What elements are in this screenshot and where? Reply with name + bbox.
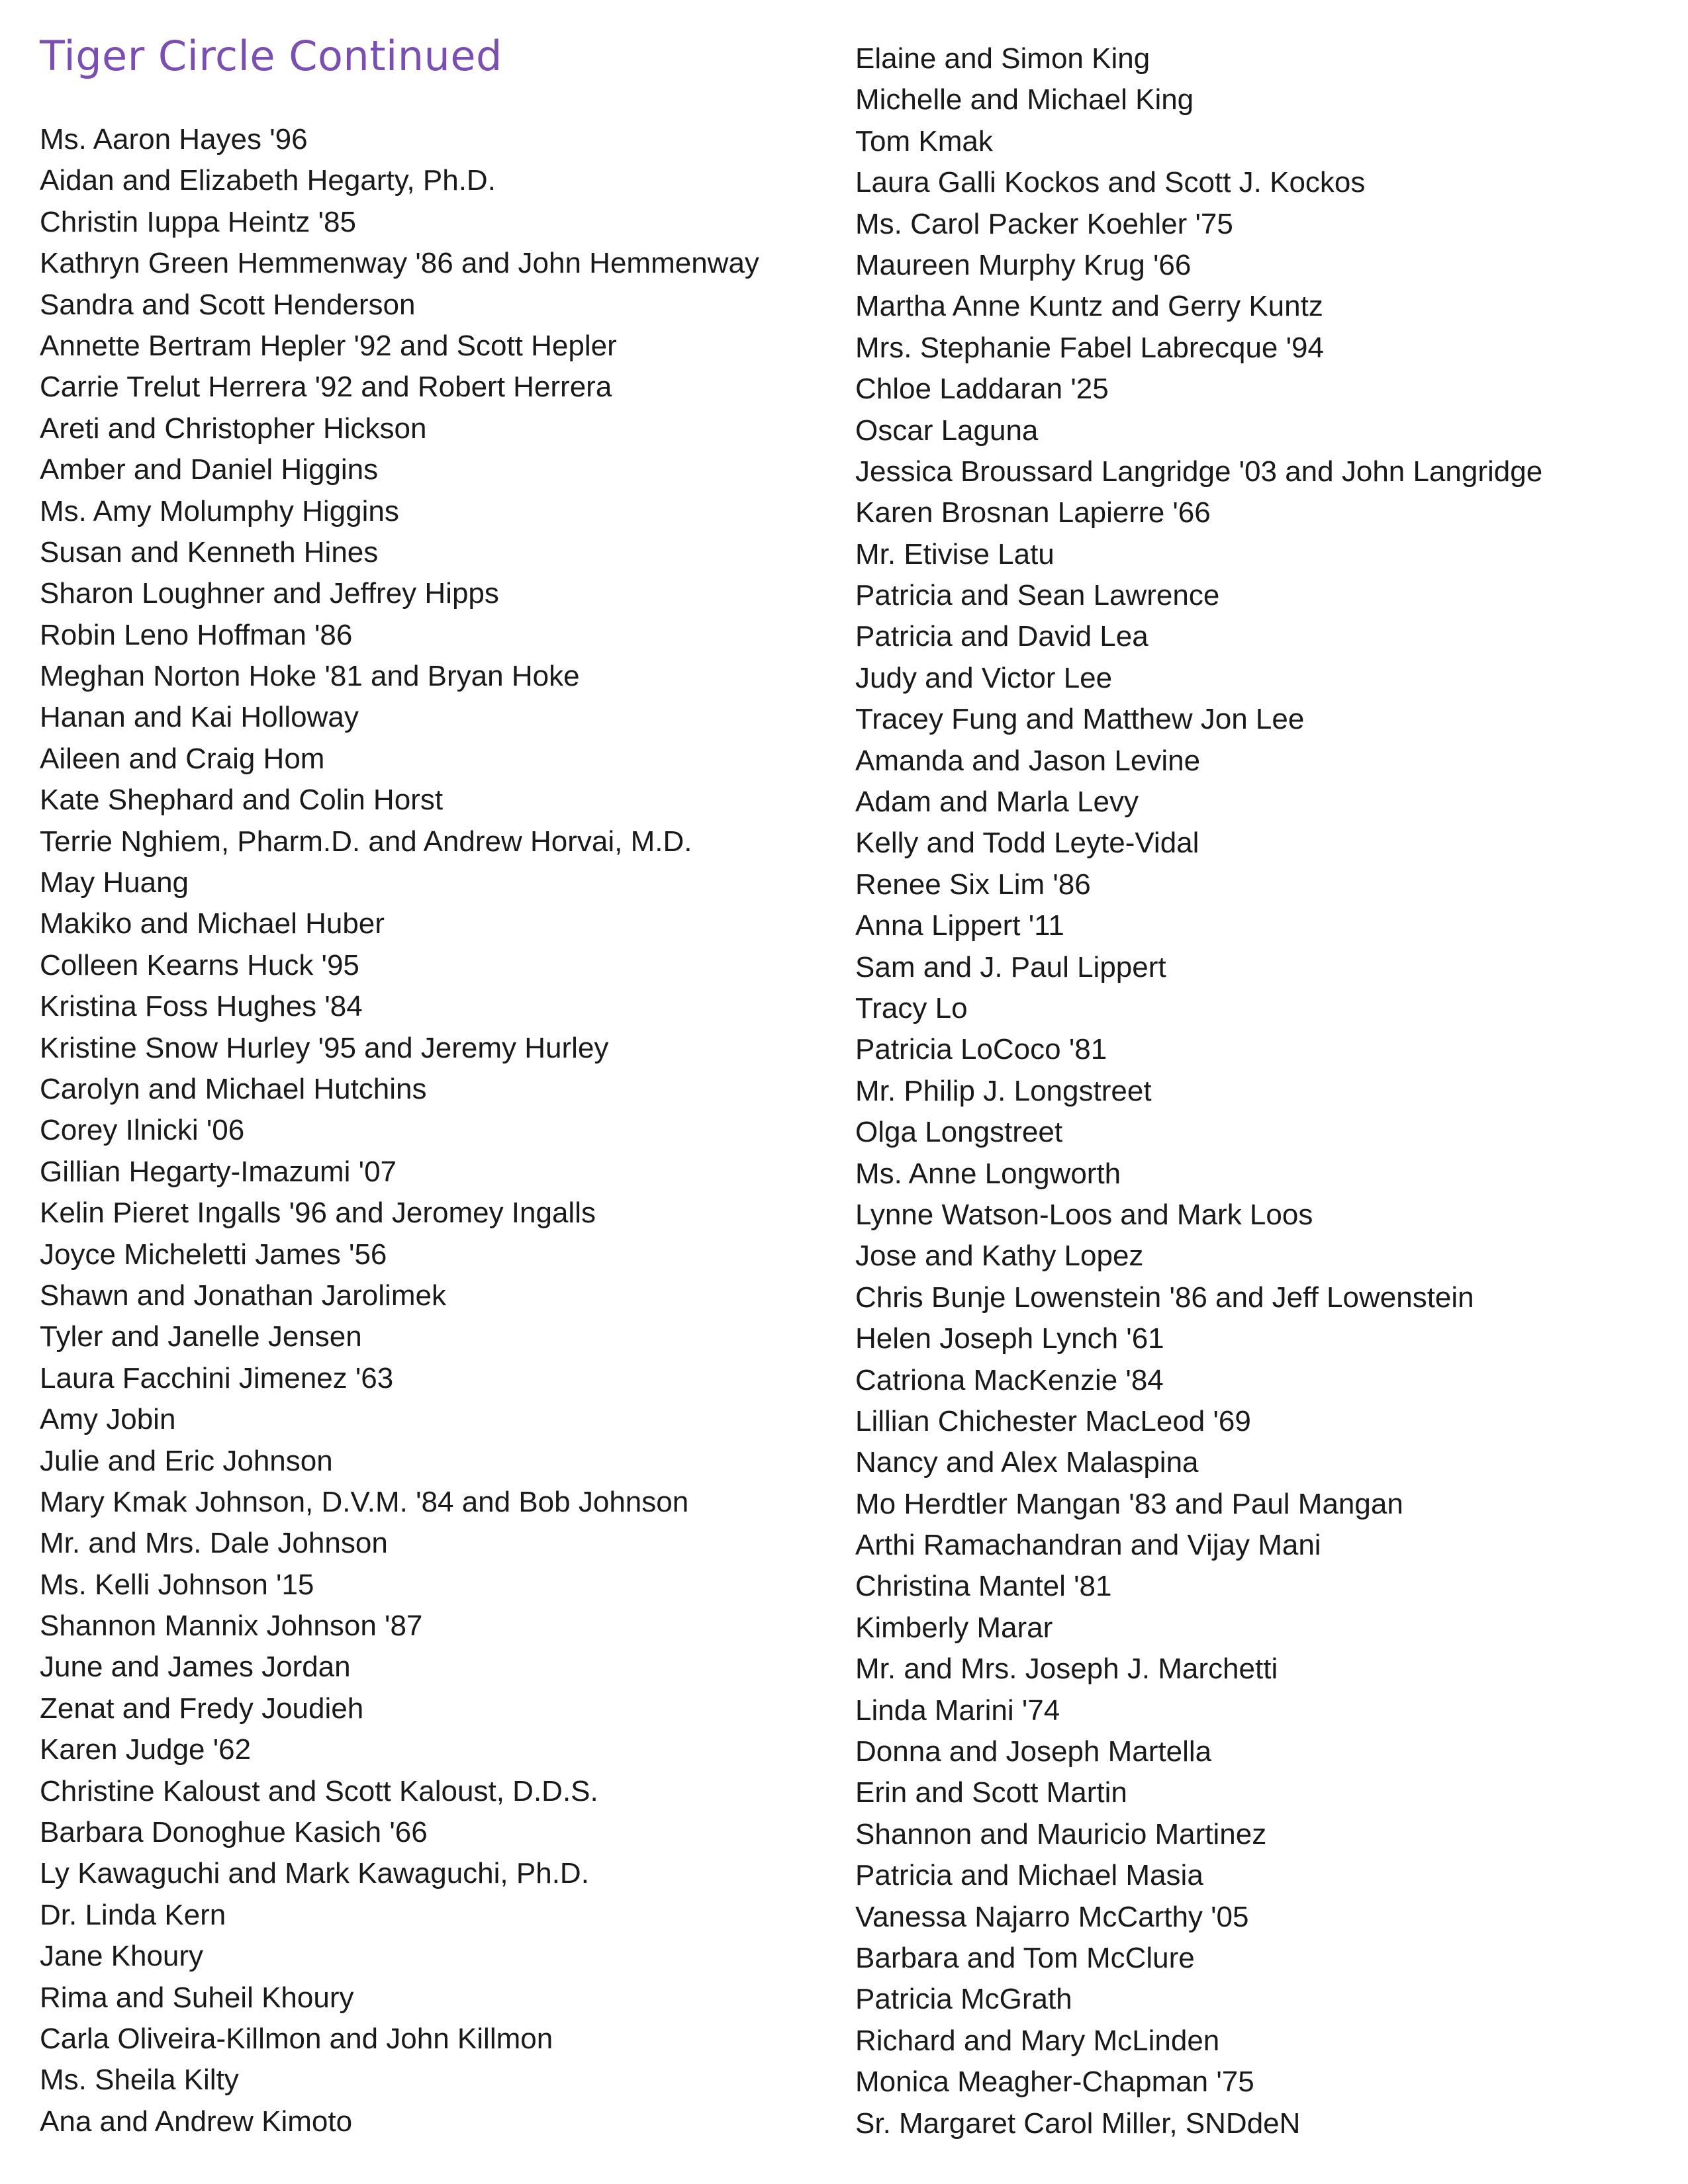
- donor-name: Nancy and Alex Malaspina: [855, 1446, 1199, 1479]
- donor-name: Hanan and Kai Holloway: [40, 701, 359, 734]
- donor-name: Ana and Andrew Kimoto: [40, 2105, 353, 2138]
- donor-name: Meghan Norton Hoke '81 and Bryan Hoke: [40, 660, 580, 693]
- donor-name: Annette Bertram Hepler '92 and Scott Hepler: [40, 329, 617, 362]
- donor-name: Christine Kaloust and Scott Kaloust, D.D.S.: [40, 1774, 598, 1807]
- donor-name: Shannon and Mauricio Martinez: [855, 1817, 1267, 1850]
- donor-name: Kristine Snow Hurley '95 and Jeremy Hurley: [40, 1031, 609, 1064]
- donor-name: Helen Joseph Lynch '61: [855, 1322, 1164, 1355]
- donor-name: Donna and Joseph Martella: [855, 1735, 1212, 1768]
- donor-name: Julie and Eric Johnson: [40, 1444, 333, 1477]
- donor-name: Karen Brosnan Lapierre '66: [855, 496, 1211, 529]
- donor-name: Arthi Ramachandran and Vijay Mani: [855, 1529, 1321, 1562]
- donor-name: Patricia and David Lea: [855, 620, 1149, 653]
- donor-name: Lillian Chichester MacLeod '69: [855, 1404, 1251, 1437]
- donor-name: Ms. Aaron Hayes '96: [40, 123, 308, 156]
- donor-name: Erin and Scott Martin: [855, 1776, 1127, 1809]
- donor-name: Barbara and Tom McClure: [855, 1941, 1195, 1974]
- donor-name: Tyler and Janelle Jensen: [40, 1320, 362, 1353]
- donor-name: Catriona MacKenzie '84: [855, 1363, 1164, 1396]
- donor-name: Elaine and Simon King: [855, 42, 1150, 75]
- donor-name: Mr. and Mrs. Joseph J. Marchetti: [855, 1653, 1278, 1686]
- donor-name: Oscar Laguna: [855, 414, 1039, 447]
- donor-name: Ms. Amy Molumphy Higgins: [40, 494, 399, 527]
- donor-name: Amber and Daniel Higgins: [40, 453, 379, 486]
- donor-name: Shawn and Jonathan Jarolimek: [40, 1279, 446, 1312]
- donor-name: Amanda and Jason Levine: [855, 744, 1201, 777]
- donor-name: Mr. Philip J. Longstreet: [855, 1074, 1152, 1107]
- donor-name: Ms. Sheila Kilty: [40, 2064, 239, 2097]
- donor-name: Makiko and Michael Huber: [40, 907, 385, 940]
- donor-name: Patricia and Sean Lawrence: [855, 579, 1220, 612]
- donor-name: Mr. Etivise Latu: [855, 537, 1055, 570]
- donor-name: Michelle and Michael King: [855, 83, 1194, 116]
- donor-name: Rima and Suheil Khoury: [40, 1981, 354, 2014]
- donor-name: Lynne Watson-Loos and Mark Loos: [855, 1198, 1313, 1231]
- donor-name: Mrs. Stephanie Fabel Labrecque '94: [855, 331, 1324, 364]
- donor-name: Jose and Kathy Lopez: [855, 1240, 1144, 1273]
- donor-name: Richard and Mary McLinden: [855, 2024, 1220, 2057]
- donor-name: Amy Jobin: [40, 1403, 176, 1436]
- donor-name: June and James Jordan: [40, 1651, 351, 1684]
- donor-name: Ly Kawaguchi and Mark Kawaguchi, Ph.D.: [40, 1857, 589, 1890]
- donor-name: Terrie Nghiem, Pharm.D. and Andrew Horvai, M.D.: [40, 825, 692, 858]
- donor-name: Olga Longstreet: [855, 1116, 1063, 1149]
- donor-name: Ms. Anne Longworth: [855, 1157, 1121, 1190]
- donor-name: Jane Khoury: [40, 1940, 204, 1973]
- donor-name: Renee Six Lim '86: [855, 868, 1091, 901]
- donor-name: Maureen Murphy Krug '66: [855, 248, 1192, 281]
- donor-name: Tom Kmak: [855, 124, 993, 158]
- donor-name: Robin Leno Hoffman '86: [40, 618, 353, 651]
- donor-name: Kathryn Green Hemmenway '86 and John Hemmenway: [40, 247, 759, 280]
- donor-name: Zenat and Fredy Joudieh: [40, 1692, 364, 1725]
- donor-name: Ms. Kelli Johnson '15: [40, 1568, 314, 1601]
- donor-name: Vanessa Najarro McCarthy '05: [855, 1900, 1249, 1933]
- donor-name: Anna Lippert '11: [855, 909, 1064, 942]
- donor-name: Sr. Margaret Carol Miller, SNDdeN: [855, 2107, 1301, 2140]
- donor-name: Mo Herdtler Mangan '83 and Paul Mangan: [855, 1487, 1403, 1520]
- donor-list-right-column: [855, 38, 1542, 2144]
- donor-name: Barbara Donoghue Kasich '66: [40, 1816, 428, 1849]
- donor-name: Tracy Lo: [855, 991, 968, 1024]
- donor-name: Shannon Mannix Johnson '87: [40, 1610, 423, 1643]
- donor-name: Carla Oliveira-Killmon and John Killmon: [40, 2022, 553, 2055]
- donor-name: Karen Judge '62: [40, 1733, 252, 1766]
- donor-name: May Huang: [40, 866, 189, 899]
- donor-name: Judy and Victor Lee: [855, 661, 1113, 694]
- donor-name: Kimberly Marar: [855, 1611, 1053, 1644]
- donor-name: Laura Facchini Jimenez '63: [40, 1361, 394, 1394]
- donor-name: Sandra and Scott Henderson: [40, 288, 416, 321]
- donor-list-left-column: [40, 119, 759, 2142]
- donor-name: Tracey Fung and Matthew Jon Lee: [855, 703, 1305, 736]
- donor-name: Kate Shephard and Colin Horst: [40, 784, 444, 817]
- donor-name: Sam and J. Paul Lippert: [855, 950, 1166, 983]
- donor-name: Carrie Trelut Herrera '92 and Robert Herrera: [40, 371, 612, 404]
- donor-name: Carolyn and Michael Hutchins: [40, 1072, 427, 1105]
- donor-name: Mr. and Mrs. Dale Johnson: [40, 1527, 388, 1560]
- donor-name: Joyce Micheletti James '56: [40, 1238, 387, 1271]
- donor-name: Kelin Pieret Ingalls '96 and Jeromey Ingalls: [40, 1197, 596, 1230]
- donor-name: Colleen Kearns Huck '95: [40, 948, 359, 981]
- donor-name: Areti and Christopher Hickson: [40, 412, 427, 445]
- donor-name: Patricia LoCoco '81: [855, 1033, 1107, 1066]
- donor-name: Aidan and Elizabeth Hegarty, Ph.D.: [40, 164, 496, 197]
- donor-name: Chloe Laddaran '25: [855, 373, 1109, 406]
- donor-name: Kristina Foss Hughes '84: [40, 990, 363, 1023]
- page-title: Tiger Circle Continued: [40, 32, 502, 80]
- donor-name: Aileen and Craig Hom: [40, 742, 325, 775]
- donor-name: Martha Anne Kuntz and Gerry Kuntz: [855, 290, 1323, 323]
- donor-name: Christin Iuppa Heintz '85: [40, 205, 356, 238]
- donor-name: Christina Mantel '81: [855, 1570, 1112, 1603]
- donor-name: Chris Bunje Lowenstein '86 and Jeff Lowenstein: [855, 1281, 1474, 1314]
- donor-name: Patricia and Michael Masia: [855, 1859, 1203, 1892]
- donor-name: Dr. Linda Kern: [40, 1898, 226, 1931]
- donor-name: Gillian Hegarty-Imazumi '07: [40, 1155, 397, 1188]
- donor-name: Mary Kmak Johnson, D.V.M. '84 and Bob Johnson: [40, 1485, 689, 1518]
- donor-name: Kelly and Todd Leyte-Vidal: [855, 827, 1199, 860]
- donor-name: Patricia McGrath: [855, 1983, 1072, 2016]
- donor-name: Susan and Kenneth Hines: [40, 535, 379, 569]
- donor-name: Monica Meagher-Chapman '75: [855, 2066, 1254, 2099]
- donor-name: Linda Marini '74: [855, 1694, 1060, 1727]
- donor-name: Ms. Carol Packer Koehler '75: [855, 207, 1233, 240]
- donor-name: Laura Galli Kockos and Scott J. Kockos: [855, 166, 1366, 199]
- donor-name: Corey Ilnicki '06: [40, 1114, 245, 1147]
- donor-name: Sharon Loughner and Jeffrey Hipps: [40, 577, 499, 610]
- donor-name: Adam and Marla Levy: [855, 786, 1139, 819]
- donor-name: Jessica Broussard Langridge '03 and John Langridge: [855, 455, 1543, 488]
